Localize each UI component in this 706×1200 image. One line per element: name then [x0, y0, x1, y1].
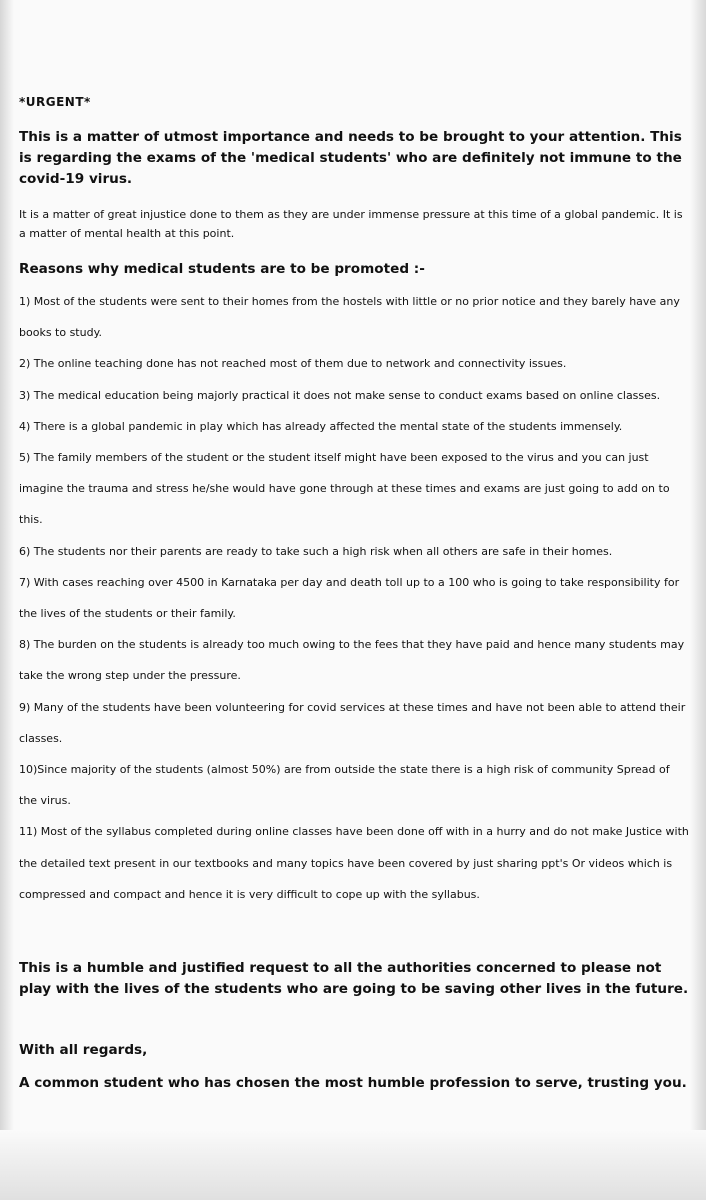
- reason-item-3: 3) The medical education being majorly practical it does not make sense to conduct exams based on online classes.: [19, 388, 661, 402]
- reason-item-2: 2) The online teaching done has not reached most of them due to network and connectivity issues.: [19, 357, 567, 371]
- intro-bold-paragraph: This is a matter of utmost importance and needs to be brought to your attention. This is regarding the exams of the 'medical students' who are definitely not immune to the covid-19 virus.: [19, 129, 682, 187]
- reason-item-4: 4) There is a global pandemic in play which has already affected the mental state of the students immensely.: [19, 419, 623, 433]
- reason-item-5: 5) The family members of the student or the student itself might have been exposed to the virus and you can just imagine the trauma and stress he/she would have gone through at these times and exams are just going to add on to this.: [19, 451, 670, 527]
- reason-item-10: 10)Since majority of the students (almost 50%) are from outside the state there is a high risk of community Spread of the virus.: [19, 763, 670, 808]
- intro-paragraph: It is a matter of great injustice done to them as they are under immense pressure at this time of a global pandemic. It is a matter of mental health at this point.: [19, 208, 683, 240]
- closing-request: This is a humble and justified request to all the authorities concerned to please not play with the lives of the students who are going to be saving other lives in the future.: [19, 960, 689, 997]
- closing-regards: With all regards,: [19, 1042, 148, 1058]
- reason-item-9: 9) Many of the students have been volunteering for covid services at these times and have not been able to attend their classes.: [19, 700, 686, 745]
- closing-signature: A common student who has chosen the most humble profession to serve, trusting you.: [19, 1075, 687, 1091]
- reason-item-11: 11) Most of the syllabus completed during online classes have been done off with in a hurry and do not make Justice with the detailed text present in our textbooks and many topics have been covered by just sharing ppt's Or videos which is compressed and compact and hence it is very difficult to cope up with the syllabus.: [19, 825, 689, 901]
- reason-item-1: 1) Most of the students were sent to their homes from the hostels with little or no prior notice and they barely have any books to study.: [19, 295, 680, 340]
- reason-item-8: 8) The burden on the students is already too much owing to the fees that they have paid and hence many students may take the wrong step under the pressure.: [19, 638, 685, 683]
- page-edge-shadow-right: [690, 0, 706, 1200]
- page-edge-shadow-bottom: [0, 1130, 706, 1200]
- page-edge-shadow-left: [0, 0, 14, 1200]
- reasons-list: [19, 286, 691, 910]
- reason-item-6: 6) The students nor their parents are ready to take such a high risk when all others are safe in their homes.: [19, 544, 613, 558]
- reason-item-7: 7) With cases reaching over 4500 in Karnataka per day and death toll up to a 100 who is going to take responsibility for the lives of the students or their family.: [19, 575, 680, 621]
- urgent-label: *URGENT*: [19, 95, 91, 109]
- reasons-heading: Reasons why medical students are to be promoted :-: [19, 261, 425, 277]
